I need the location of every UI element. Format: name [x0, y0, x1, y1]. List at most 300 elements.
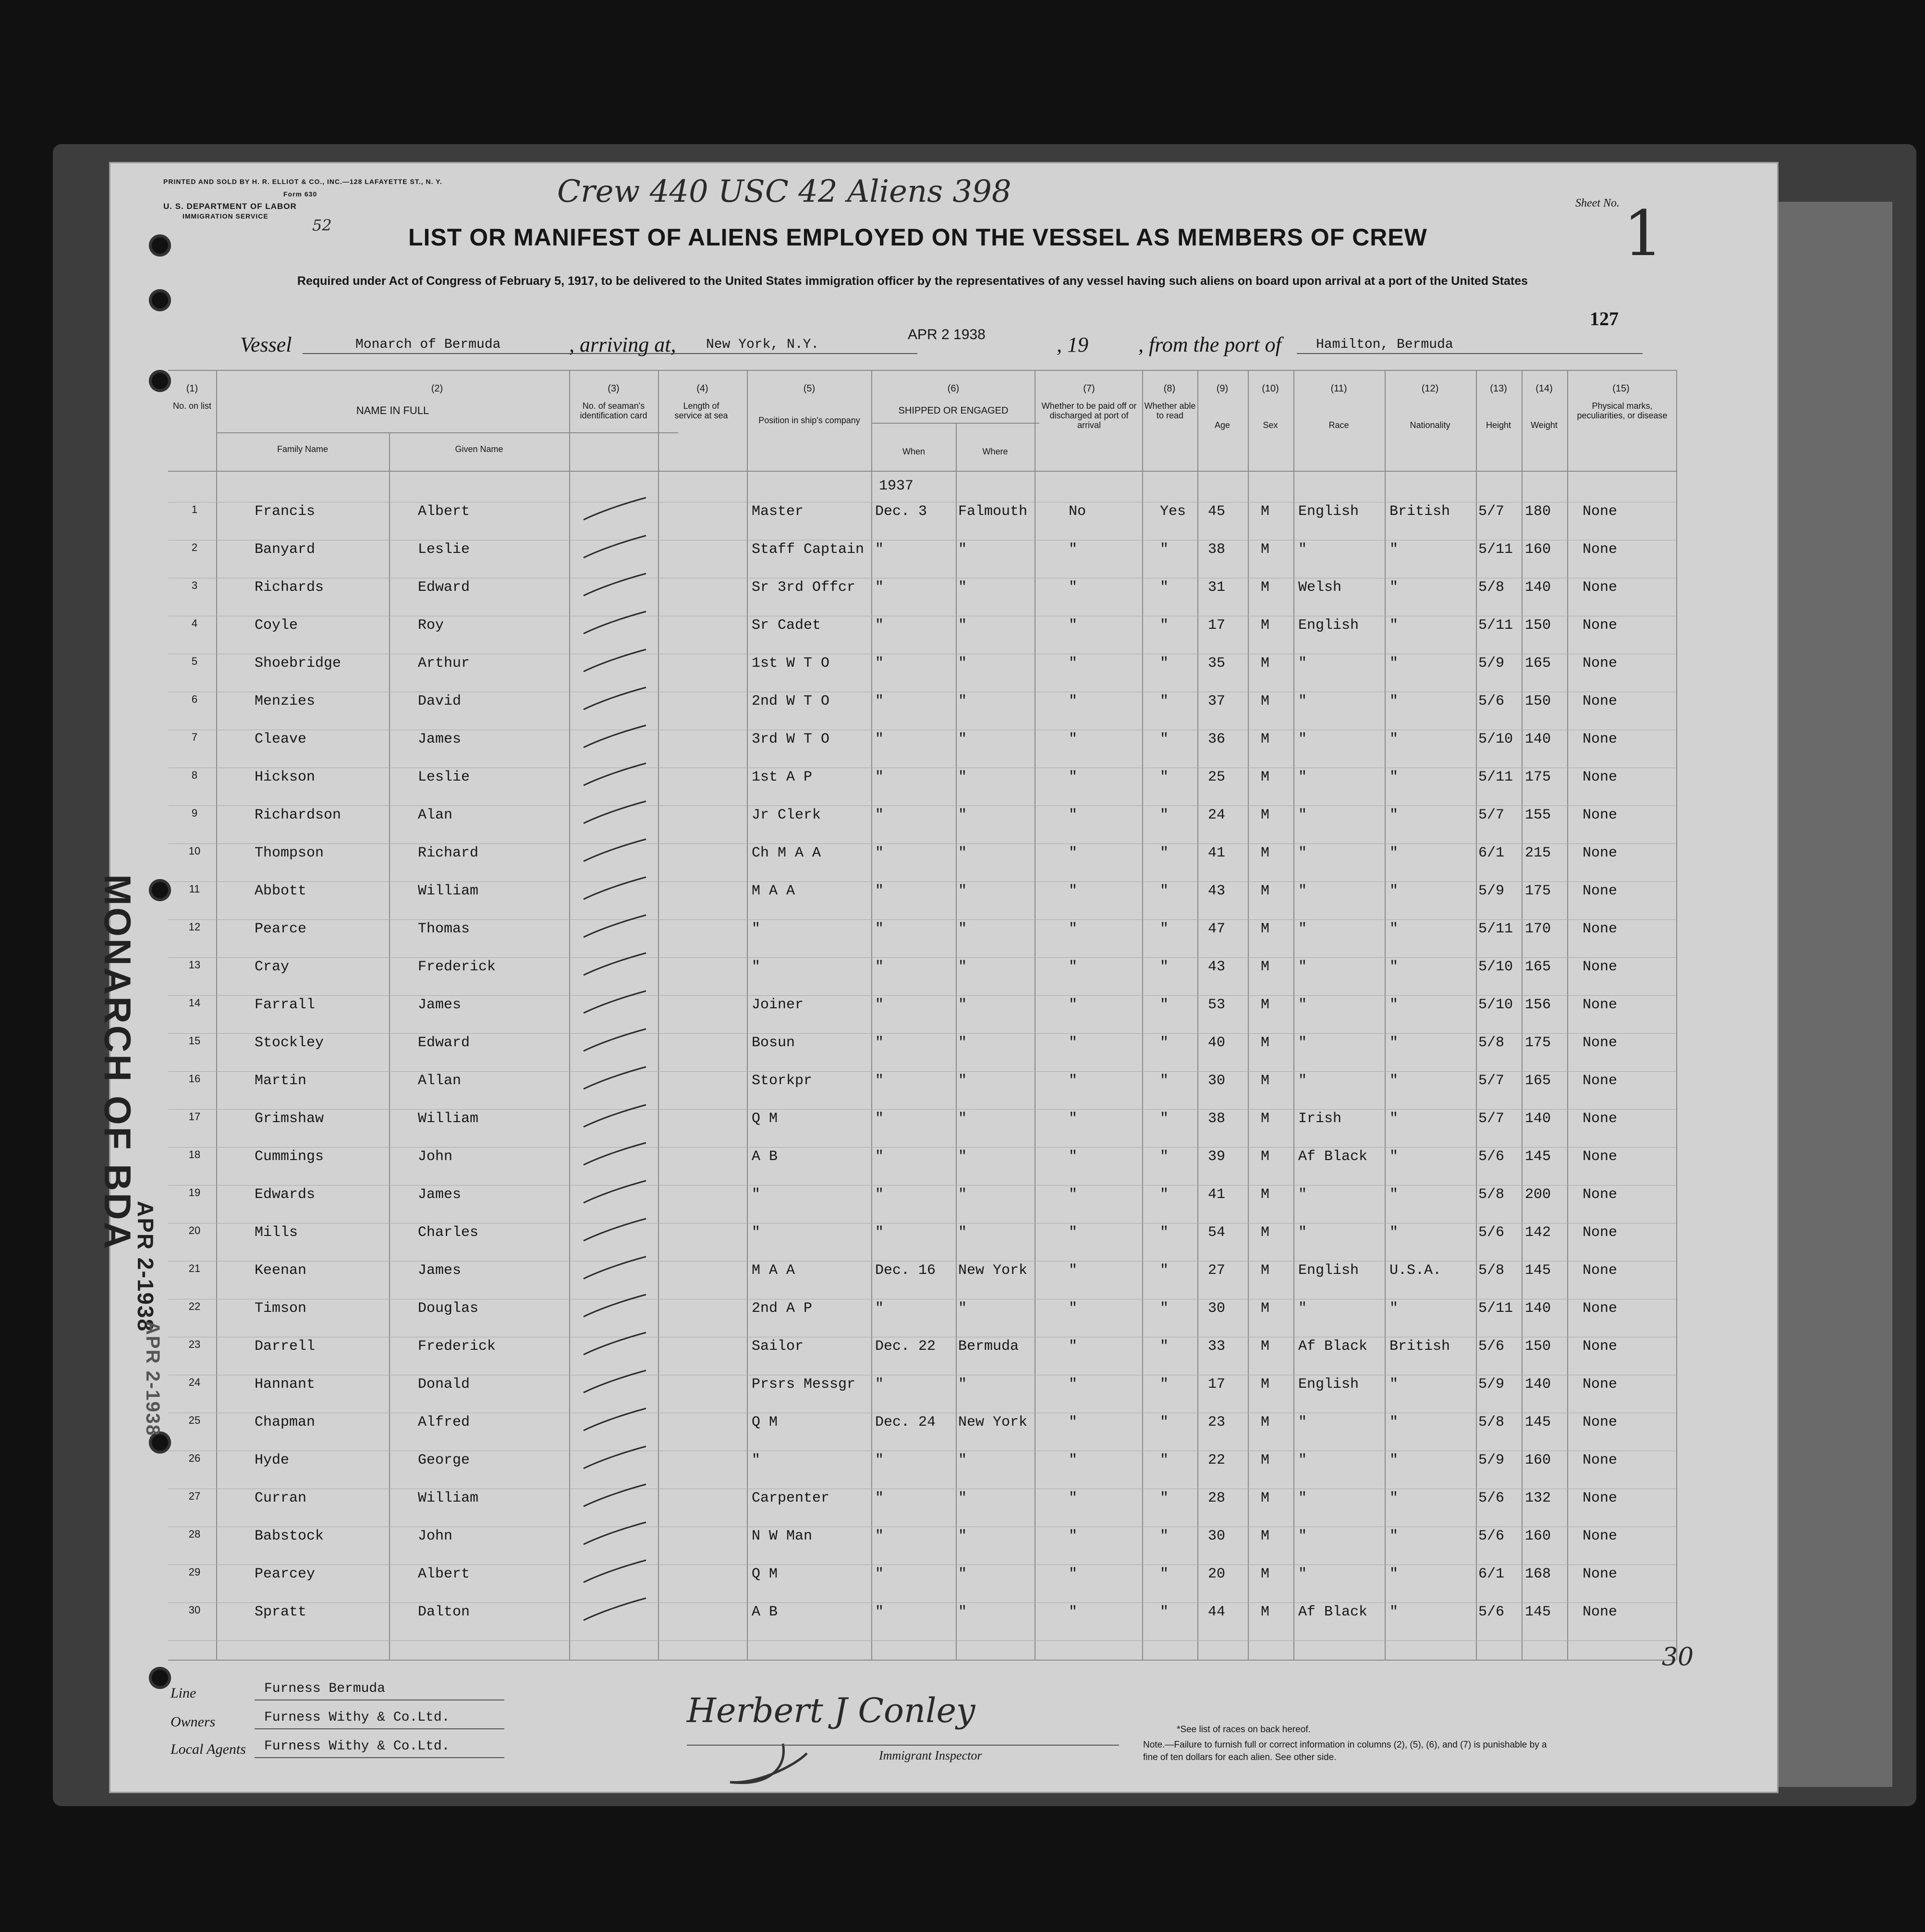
sex: M — [1261, 1566, 1270, 1582]
able-to-read: " — [1160, 807, 1169, 823]
handwritten-counts: Crew 440 USC 42 Aliens 398 — [557, 174, 1011, 209]
age: 39 — [1208, 1149, 1226, 1165]
height: 5/6 — [1478, 1490, 1505, 1506]
id-card-tick-mark — [581, 1026, 648, 1055]
paid-off: " — [1069, 921, 1078, 937]
physical-marks: None — [1583, 541, 1618, 558]
row-number: 21 — [188, 1262, 201, 1274]
able-to-read: " — [1160, 1490, 1169, 1506]
id-card-tick-mark — [581, 1481, 648, 1510]
able-to-read: " — [1160, 1111, 1169, 1127]
race: " — [1298, 959, 1307, 975]
able-to-read: " — [1160, 769, 1169, 785]
arriving-label: , arriving at, — [569, 333, 676, 356]
able-to-read: " — [1160, 959, 1169, 975]
sex: M — [1261, 579, 1270, 596]
weight: 156 — [1525, 997, 1551, 1013]
race: " — [1298, 1414, 1307, 1431]
paid-off: " — [1069, 1528, 1078, 1544]
shipped-when: " — [875, 1528, 884, 1544]
weight: 155 — [1525, 807, 1551, 823]
row-number: 18 — [188, 1149, 201, 1161]
age: 47 — [1208, 921, 1226, 937]
height: 5/11 — [1478, 921, 1513, 937]
header-family-name: Family Name — [277, 444, 328, 454]
able-to-read: " — [1160, 1149, 1169, 1165]
position: 3rd W T O — [752, 731, 830, 747]
sex: M — [1261, 617, 1270, 634]
row-number: 20 — [188, 1224, 201, 1236]
paid-off: No — [1069, 503, 1086, 520]
given-name: Edward — [418, 1035, 470, 1051]
nationality: " — [1389, 693, 1399, 709]
age: 25 — [1208, 769, 1226, 785]
weight: 200 — [1525, 1186, 1551, 1203]
physical-marks: None — [1583, 731, 1618, 747]
given-name: James — [418, 1262, 462, 1279]
height: 5/9 — [1478, 1452, 1505, 1468]
family-name: Martin — [255, 1073, 307, 1089]
paid-off: " — [1069, 1452, 1078, 1468]
family-name: Edwards — [255, 1186, 316, 1203]
sex: M — [1261, 655, 1270, 672]
race: English — [1298, 503, 1359, 520]
height: 5/6 — [1478, 1149, 1505, 1165]
nationality: " — [1389, 807, 1399, 823]
given-name: William — [418, 1490, 479, 1506]
able-to-read: " — [1160, 1035, 1169, 1051]
physical-marks: None — [1583, 1566, 1618, 1582]
family-name: Cummings — [255, 1149, 324, 1165]
age: 30 — [1208, 1528, 1226, 1544]
sex: M — [1261, 1149, 1270, 1165]
age: 41 — [1208, 845, 1226, 861]
position: Sr 3rd Offcr — [752, 579, 856, 596]
physical-marks: None — [1583, 1452, 1618, 1468]
paid-off: " — [1069, 769, 1078, 785]
shipped-when: " — [875, 1035, 884, 1051]
sex: M — [1261, 693, 1270, 709]
age: 43 — [1208, 959, 1226, 975]
age: 31 — [1208, 579, 1226, 596]
given-name: David — [418, 693, 462, 709]
id-card-tick-mark — [581, 1178, 648, 1207]
family-name: Spratt — [255, 1604, 307, 1620]
physical-marks: None — [1583, 883, 1618, 899]
race: " — [1298, 1566, 1307, 1582]
row-number: 19 — [188, 1186, 201, 1198]
race: " — [1298, 1452, 1307, 1468]
height: 5/11 — [1478, 541, 1513, 558]
owners-label: Owners — [171, 1714, 216, 1730]
paid-off: " — [1069, 1338, 1078, 1355]
id-card-tick-mark — [581, 685, 648, 713]
header-paid-off: Whether to be paid off or discharged at port of arrival — [1041, 401, 1137, 430]
nationality: U.S.A. — [1389, 1262, 1442, 1279]
physical-marks: None — [1583, 959, 1618, 975]
nationality: " — [1389, 883, 1399, 899]
paid-off: " — [1069, 997, 1078, 1013]
side-stamp-date-faded: APR 2-1938 — [142, 1321, 163, 1437]
header-physical-marks: Physical marks, peculiarities, or disease — [1577, 401, 1668, 420]
id-card-tick-mark — [581, 836, 648, 865]
height: 5/10 — [1478, 997, 1513, 1013]
shipped-when: " — [875, 579, 884, 596]
printer-line: PRINTED AND SOLD BY H. R. ELLIOT & CO., INC.—128 LAFAYETTE ST., N. Y. — [163, 178, 442, 185]
family-name: Cray — [255, 959, 290, 975]
shipped-where: " — [958, 1186, 967, 1203]
col-divider — [1293, 370, 1294, 1660]
sex: M — [1261, 769, 1270, 785]
nationality: " — [1389, 1111, 1399, 1127]
family-name: Francis — [255, 503, 316, 520]
row-number: 15 — [188, 1035, 201, 1047]
id-card-tick-mark — [581, 1557, 648, 1586]
able-to-read: " — [1160, 921, 1169, 937]
family-name: Grimshaw — [255, 1111, 324, 1127]
given-name: Donald — [418, 1376, 470, 1393]
weight: 140 — [1525, 1300, 1551, 1317]
nationality: " — [1389, 959, 1399, 975]
family-name: Richardson — [255, 807, 341, 823]
shipped-where: " — [958, 1452, 967, 1468]
position: " — [752, 1224, 761, 1241]
sex: M — [1261, 921, 1270, 937]
height: 5/11 — [1478, 1300, 1513, 1317]
form-number: Form 630 — [283, 190, 317, 198]
paid-off: " — [1069, 617, 1078, 634]
weight: 142 — [1525, 1224, 1551, 1241]
weight: 165 — [1525, 1073, 1551, 1089]
col-divider — [1385, 370, 1386, 1660]
col-divider — [747, 370, 748, 1660]
col-number: (4) — [696, 383, 708, 394]
paid-off: " — [1069, 1300, 1078, 1317]
family-name: Timson — [255, 1300, 307, 1317]
physical-marks: None — [1583, 503, 1618, 520]
shipped-when: " — [875, 1111, 884, 1127]
age: 24 — [1208, 807, 1226, 823]
id-card-tick-mark — [581, 1140, 648, 1169]
age: 38 — [1208, 1111, 1226, 1127]
age: 35 — [1208, 655, 1226, 672]
id-card-tick-mark — [581, 760, 648, 789]
race: " — [1298, 1186, 1307, 1203]
from-port-underline — [1297, 353, 1643, 354]
header-sex: Sex — [1263, 420, 1278, 430]
handwritten-total: 30 — [1662, 1643, 1694, 1672]
shipped-where: " — [958, 1300, 967, 1317]
family-name: Chapman — [255, 1414, 316, 1431]
nationality: British — [1389, 503, 1450, 520]
manifest-page — [97, 163, 1777, 1792]
shipped-when: Dec. 3 — [875, 503, 927, 520]
age: 28 — [1208, 1490, 1226, 1506]
nationality: " — [1389, 1035, 1399, 1051]
row-rule — [168, 1033, 1676, 1034]
nationality: " — [1389, 845, 1399, 861]
paid-off: " — [1069, 579, 1078, 596]
vessel-name: Monarch of Bermuda — [355, 337, 501, 352]
shipped-when: " — [875, 921, 884, 937]
row-number: 10 — [188, 845, 201, 857]
sex: M — [1261, 845, 1270, 861]
age: 38 — [1208, 541, 1226, 558]
col-divider — [1522, 370, 1523, 1660]
nationality: " — [1389, 1300, 1399, 1317]
position: " — [752, 1452, 761, 1468]
sex: M — [1261, 541, 1270, 558]
row-rule — [168, 995, 1676, 996]
paid-off: " — [1069, 541, 1078, 558]
inspector-signature: Herbert J Conley — [687, 1691, 975, 1730]
family-name: Darrell — [255, 1338, 316, 1355]
paid-off: " — [1069, 1262, 1078, 1279]
id-card-tick-mark — [581, 1292, 648, 1321]
shipped-when: " — [875, 1149, 884, 1165]
col-divider — [1676, 370, 1677, 1660]
able-to-read: " — [1160, 1528, 1169, 1544]
department: U. S. DEPARTMENT OF LABOR — [163, 202, 297, 211]
race: Af Black — [1298, 1338, 1368, 1355]
col-number: (6) — [947, 383, 960, 394]
height: 5/6 — [1478, 1604, 1505, 1620]
race: " — [1298, 693, 1307, 709]
family-name: Hyde — [255, 1452, 290, 1468]
sex: M — [1261, 1490, 1270, 1506]
arriving-underline — [677, 353, 917, 354]
height: 5/8 — [1478, 579, 1505, 596]
race: " — [1298, 1073, 1307, 1089]
col-divider — [1197, 370, 1198, 1660]
nationality: " — [1389, 1414, 1399, 1431]
height: 5/8 — [1478, 1262, 1505, 1279]
age: 53 — [1208, 997, 1226, 1013]
shipped-where: " — [958, 731, 967, 747]
weight: 150 — [1525, 617, 1551, 634]
age: 23 — [1208, 1414, 1226, 1431]
weight: 175 — [1525, 769, 1551, 785]
header-id-card: No. of seaman's identification card — [580, 401, 647, 420]
shipped-where: " — [958, 1149, 967, 1165]
nationality: " — [1389, 1566, 1399, 1582]
id-card-tick-mark — [581, 533, 648, 562]
given-name: William — [418, 1111, 479, 1127]
physical-marks: None — [1583, 1604, 1618, 1620]
paid-off: " — [1069, 1186, 1078, 1203]
height: 5/10 — [1478, 959, 1513, 975]
row-number: 12 — [188, 921, 201, 933]
physical-marks: None — [1583, 1111, 1618, 1127]
nationality: " — [1389, 1452, 1399, 1468]
page-number: 127 — [1590, 308, 1619, 330]
nationality: " — [1389, 1528, 1399, 1544]
header-no-on-list: No. on list — [172, 401, 212, 411]
sex: M — [1261, 959, 1270, 975]
service: IMMIGRATION SERVICE — [183, 212, 268, 220]
header-age: Age — [1214, 420, 1231, 430]
side-stamp-date: APR 2-1938 — [133, 1201, 158, 1333]
shipped-where: " — [958, 807, 967, 823]
col-number: (10) — [1262, 383, 1279, 394]
position: Ch M A A — [752, 845, 821, 861]
paid-off: " — [1069, 731, 1078, 747]
given-name: Richard — [418, 845, 479, 861]
age: 44 — [1208, 1604, 1226, 1620]
nationality: " — [1389, 1604, 1399, 1620]
row-number: 24 — [188, 1376, 201, 1388]
year-label: , 19 — [1057, 333, 1088, 356]
sex: M — [1261, 1035, 1270, 1051]
shipped-when: Dec. 24 — [875, 1414, 936, 1431]
position: A B — [752, 1604, 778, 1620]
header-given-name: Given Name — [455, 444, 503, 454]
height: 5/11 — [1478, 617, 1513, 634]
position: Jr Clerk — [752, 807, 821, 823]
paid-off: " — [1069, 655, 1078, 672]
position: A B — [752, 1149, 778, 1165]
shipped-where: " — [958, 1566, 967, 1582]
sex: M — [1261, 1262, 1270, 1279]
position: M A A — [752, 883, 795, 899]
age: 17 — [1208, 1376, 1226, 1393]
row-rule — [168, 1602, 1676, 1603]
row-number: 13 — [188, 959, 201, 971]
height: 5/8 — [1478, 1186, 1505, 1203]
height: 5/7 — [1478, 807, 1505, 823]
physical-marks: None — [1583, 921, 1618, 937]
sex: M — [1261, 807, 1270, 823]
height: 6/1 — [1478, 845, 1505, 861]
shipped-where: " — [958, 579, 967, 596]
age: 43 — [1208, 883, 1226, 899]
id-card-tick-mark — [581, 495, 648, 524]
sex: M — [1261, 883, 1270, 899]
weight: 150 — [1525, 1338, 1551, 1355]
position: Q M — [752, 1566, 778, 1582]
shipped-when: " — [875, 997, 884, 1013]
vessel-label: Vessel — [240, 333, 292, 356]
given-name: Frederick — [418, 959, 496, 975]
col-divider — [1035, 370, 1036, 1660]
physical-marks: None — [1583, 1149, 1618, 1165]
row-number: 29 — [188, 1566, 201, 1578]
name-subheader-rule — [216, 432, 678, 433]
height: 5/6 — [1478, 1224, 1505, 1241]
paid-off: " — [1069, 807, 1078, 823]
given-name: Albert — [418, 1566, 470, 1582]
from-port: Hamilton, Bermuda — [1316, 337, 1453, 352]
shipped-when: " — [875, 883, 884, 899]
table-bottom-border — [168, 1660, 1676, 1661]
age: 54 — [1208, 1224, 1226, 1241]
physical-marks: None — [1583, 693, 1618, 709]
col-number: (13) — [1490, 383, 1507, 394]
shipped-when: " — [875, 617, 884, 634]
race: " — [1298, 997, 1307, 1013]
given-name: William — [418, 883, 479, 899]
family-name: Stockley — [255, 1035, 324, 1051]
id-card-tick-mark — [581, 950, 648, 979]
col-divider — [569, 370, 570, 1660]
physical-marks: None — [1583, 1300, 1618, 1317]
family-name: Richards — [255, 579, 324, 596]
physical-marks: None — [1583, 845, 1618, 861]
col-divider — [1567, 370, 1568, 1660]
paid-off: " — [1069, 1035, 1078, 1051]
sex: M — [1261, 1338, 1270, 1355]
row-number: 16 — [188, 1073, 201, 1085]
shipped-where: " — [958, 1111, 967, 1127]
able-to-read: " — [1160, 1414, 1169, 1431]
height: 5/7 — [1478, 1073, 1505, 1089]
side-stamp-vessel: MONARCH OF BDA — [97, 874, 139, 1251]
race: English — [1298, 1376, 1359, 1393]
table-top-border — [168, 370, 1676, 371]
paid-off: " — [1069, 845, 1078, 861]
col-divider — [389, 432, 390, 1660]
age: 22 — [1208, 1452, 1226, 1468]
family-name: Curran — [255, 1490, 307, 1506]
able-to-read: " — [1160, 617, 1169, 634]
position: Sr Cadet — [752, 617, 821, 634]
paid-off: " — [1069, 1073, 1078, 1089]
weight: 170 — [1525, 921, 1551, 937]
able-to-read: Yes — [1160, 503, 1186, 520]
sheet-label: Sheet No. — [1575, 197, 1620, 209]
sex: M — [1261, 1376, 1270, 1393]
position: Prsrs Messgr — [752, 1376, 856, 1393]
col-number: (1) — [186, 383, 198, 394]
col-divider — [1476, 370, 1477, 1660]
header-height: Height — [1486, 420, 1511, 430]
row-number: 14 — [188, 997, 201, 1009]
header-name-in-full: NAME IN FULL — [356, 404, 429, 416]
row-number: 22 — [188, 1300, 201, 1312]
weight: 168 — [1525, 1566, 1551, 1582]
shipped-where: " — [958, 693, 967, 709]
owners-value: Furness Withy & Co.Ltd. — [264, 1710, 450, 1725]
given-name: John — [418, 1528, 453, 1544]
weight: 180 — [1525, 503, 1551, 520]
height: 5/8 — [1478, 1414, 1505, 1431]
shipped-where: New York — [958, 1414, 1028, 1431]
shipped-when: " — [875, 845, 884, 861]
shipped-subheader-rule — [871, 423, 1039, 424]
col-number: (11) — [1330, 383, 1347, 394]
from-port-label: , from the port of — [1138, 333, 1281, 356]
race: " — [1298, 1528, 1307, 1544]
agents-underline — [255, 1757, 504, 1758]
paid-off: " — [1069, 883, 1078, 899]
shipped-where: " — [958, 997, 967, 1013]
able-to-read: " — [1160, 1338, 1169, 1355]
position: 1st W T O — [752, 655, 830, 672]
race: " — [1298, 1224, 1307, 1241]
id-card-tick-mark — [581, 722, 648, 751]
sex: M — [1261, 1186, 1270, 1203]
signature-underline — [687, 1745, 1119, 1746]
family-name: Shoebridge — [255, 655, 341, 672]
family-name: Mills — [255, 1224, 298, 1241]
nationality: " — [1389, 731, 1399, 747]
line-label: Line — [171, 1685, 196, 1701]
id-card-tick-mark — [581, 1330, 648, 1358]
position: Bosun — [752, 1035, 795, 1051]
weight: 175 — [1525, 883, 1551, 899]
nationality: " — [1389, 1224, 1399, 1241]
id-card-tick-mark — [581, 1406, 648, 1434]
